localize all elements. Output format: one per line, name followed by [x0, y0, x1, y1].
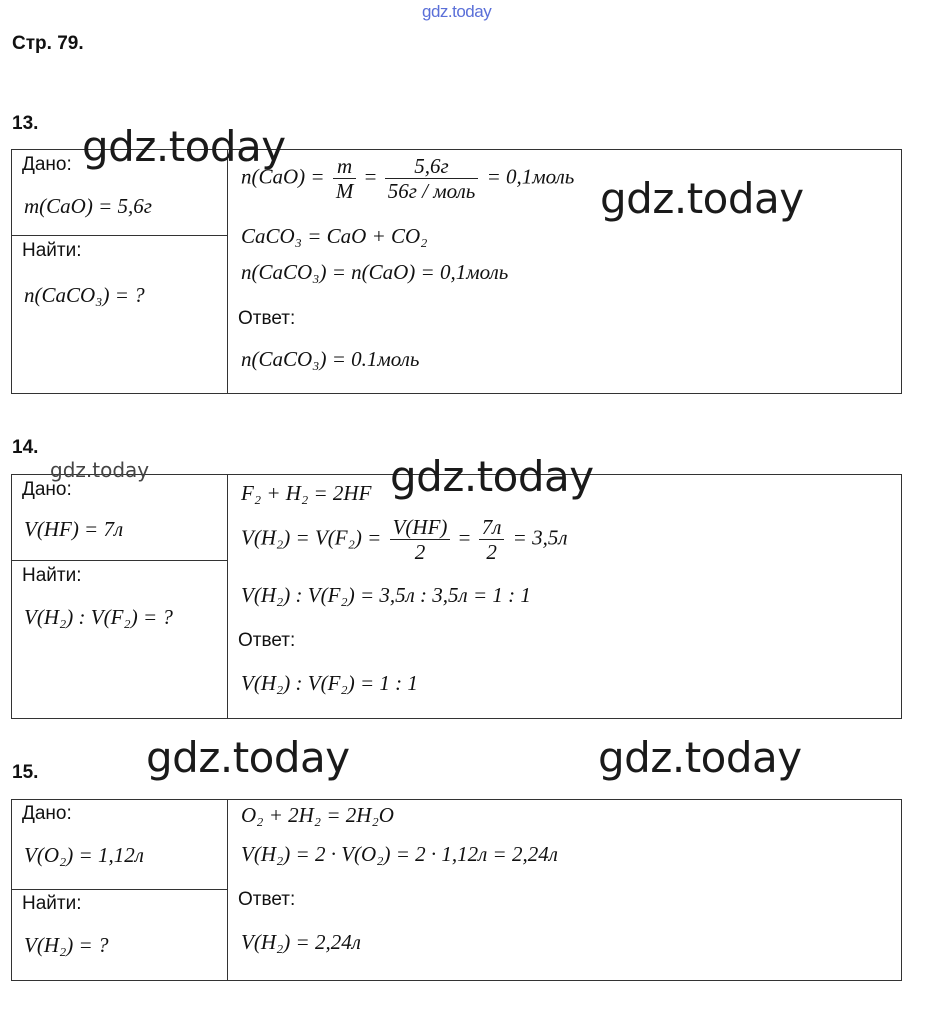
column-divider — [227, 149, 228, 394]
problem-15-number: 15. — [12, 762, 39, 783]
problem-14-box — [11, 474, 902, 719]
problem-13-number: 13. — [12, 113, 39, 134]
solution-line-3: n(CaCO₃) = n(CaO) = 0,1моль — [241, 260, 509, 284]
find-value: V(H₂) = ? — [24, 933, 109, 957]
fraction-m-over-M — [333, 154, 357, 203]
answer-value: V(H₂) : V(F₂) = 1 : 1 — [241, 671, 418, 695]
fraction-denominator: 56г / моль — [385, 178, 479, 203]
answer-label: Ответ: — [238, 889, 296, 910]
find-label: Найти: — [22, 565, 82, 586]
row-divider — [11, 235, 227, 236]
fraction-denominator: M — [333, 178, 357, 203]
watermark-text: gdz.today — [146, 733, 350, 782]
solution-line-2: V(H₂) = 2 · V(O₂) = 2 · 1,12л = 2,24л — [241, 842, 558, 866]
expr-left: n(CaO) = — [241, 164, 325, 189]
fraction-values — [385, 154, 479, 203]
solution-line-3: V(H₂) : V(F₂) = 3,5л : 3,5л = 1 : 1 — [241, 583, 531, 607]
given-value: m(CaO) = 5,6г — [24, 194, 152, 218]
problem-15-box — [11, 799, 902, 981]
fraction-numerator: V(HF) — [392, 515, 448, 539]
watermark-text: gdz.today — [600, 174, 804, 223]
column-divider — [227, 799, 228, 981]
find-label: Найти: — [22, 240, 82, 261]
answer-value: V(H₂) = 2,24л — [241, 930, 361, 954]
fraction-numerator: 5,6г — [414, 154, 449, 178]
expr-result: = 3,5л — [512, 525, 568, 550]
given-label: Дано: — [22, 154, 72, 175]
solution-line-2: CaCO₃ = CaO + CO₂ — [241, 224, 428, 248]
solution-line-2: V(H₂) = V(F₂) = $\frac{V(HF)}{2}$ = $\frac{7л}{2}$ = 3,5л — [241, 515, 568, 564]
column-divider — [227, 474, 228, 719]
fraction-vhf-over-2 — [390, 515, 451, 564]
row-divider — [11, 889, 227, 890]
fraction-denominator: 2 — [390, 539, 451, 564]
given-label: Дано: — [22, 803, 72, 824]
expr-result: = 0,1моль — [486, 164, 575, 189]
given-value: V(HF) = 7л — [24, 517, 124, 541]
given-label: Дано: — [22, 479, 72, 500]
fraction-numerator: 7л — [481, 515, 502, 539]
solution-line-1: n(CaO) = $\frac{m}{M}$ = $\frac{5,6г}{\text{56г / моль}}$ = 0,1моль — [241, 154, 575, 203]
fraction-numerator: m — [337, 154, 353, 178]
find-value: n(CaCO₃) = ? — [24, 283, 145, 307]
fraction-denominator: 2 — [479, 539, 505, 564]
answer-value: n(CaCO₃) = 0.1моль — [241, 347, 420, 371]
problem-14-number: 14. — [12, 437, 39, 458]
top-watermark: gdz.today — [422, 2, 492, 21]
given-value: V(O₂) = 1,12л — [24, 843, 144, 867]
watermark-text: gdz.today — [390, 452, 594, 501]
watermark-text: gdz.today — [598, 733, 802, 782]
solution-line-1: O₂ + 2H₂ = 2H₂O — [241, 803, 394, 827]
fraction-values — [479, 515, 505, 564]
answer-label: Ответ: — [238, 308, 296, 329]
page-title: Стр. 79. — [12, 33, 84, 54]
expr-left: V(H₂) = V(F₂) = — [241, 525, 382, 550]
solution-line-1: F₂ + H₂ = 2HF — [241, 481, 372, 505]
row-divider — [11, 560, 227, 561]
find-value: V(H₂) : V(F₂) = ? — [24, 605, 173, 629]
answer-label: Ответ: — [238, 630, 296, 651]
find-label: Найти: — [22, 893, 82, 914]
watermark-text: gdz.today — [82, 122, 286, 171]
watermark-text: gdz.today — [50, 458, 150, 482]
